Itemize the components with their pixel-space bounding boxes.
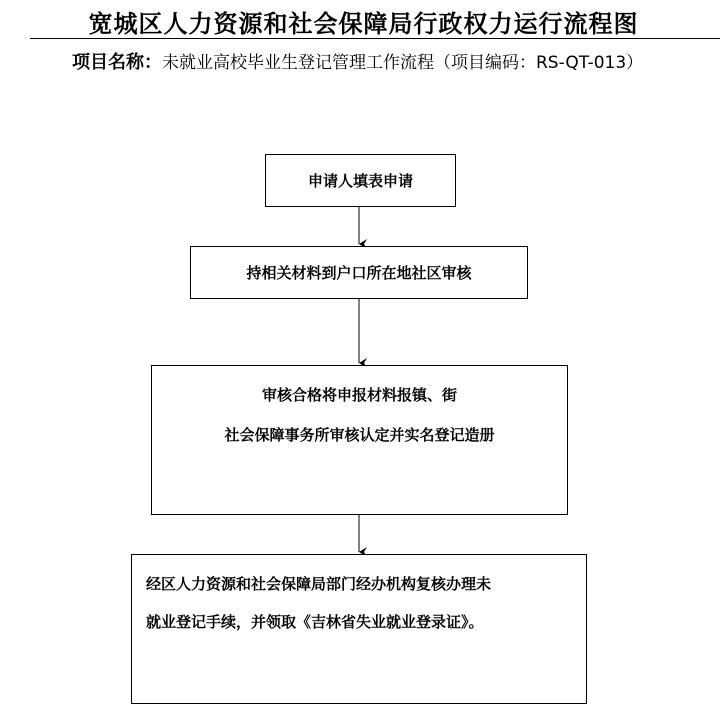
flow-step-4-line-2: 就业登记手续，并领取《吉林省失业就业登录证》。 (146, 613, 484, 631)
flow-step-4-line-1: 经区人力资源和社会保障局部门经办机构复核办理未 (146, 575, 492, 593)
flow-step-1-text: 申请人填表申请 (307, 172, 413, 190)
page-title: 宽城区人力资源和社会保障局行政权力运行流程图 (88, 9, 639, 38)
project-label: 项目名称： (72, 52, 162, 73)
flow-step-3 (151, 365, 568, 515)
flow-step-3-line-1: 审核合格将申报材料报镇、街 (261, 386, 457, 404)
flow-step-4 (131, 554, 587, 704)
flow-step-1 (265, 154, 456, 207)
flow-step-2 (190, 246, 528, 299)
flow-step-3-line-2: 社会保障事务所审核认定并实名登记造册 (224, 426, 495, 444)
flow-step-2-text: 持相关材料到户口所在地社区审核 (246, 264, 472, 282)
project-name: 未就业高校毕业生登记管理工作流程（项目编码：RS-QT-013） (162, 53, 644, 73)
